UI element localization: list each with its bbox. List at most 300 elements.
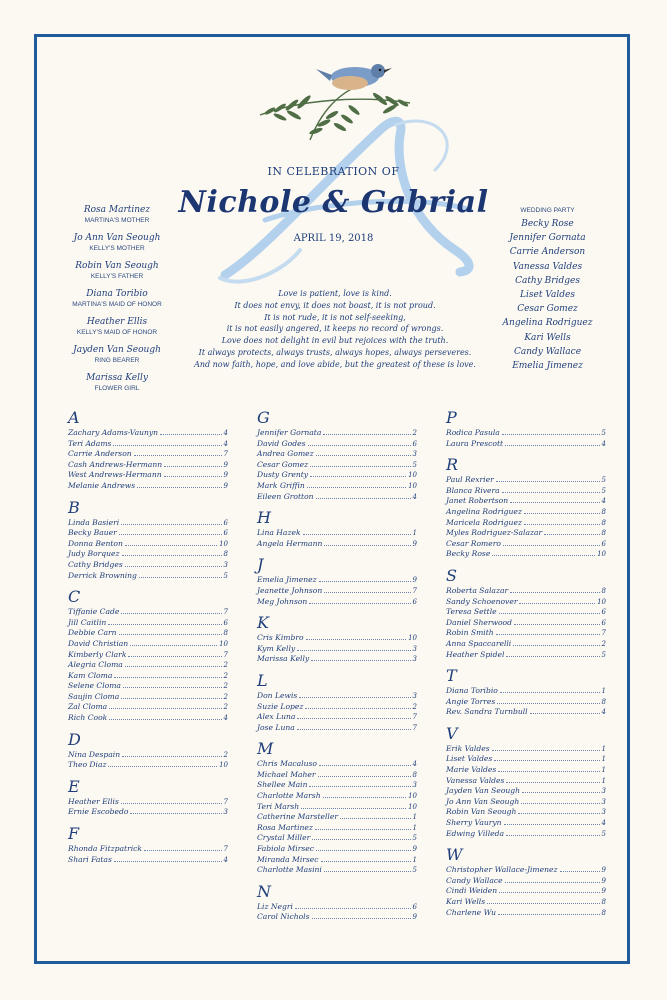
dot-leader [297,729,411,730]
table-number: 7 [412,713,417,722]
table-number: 2 [223,661,228,670]
letter-heading: W [446,845,463,865]
table-number: 7 [223,845,228,854]
guest-name: Melanie Andrews [68,480,136,490]
guest-name: Michael Maher [257,769,316,779]
table-number: 1 [601,766,606,775]
dot-leader [316,498,411,499]
guest-name: Kimberly Clark [68,649,127,659]
table-number: 3 [223,808,228,817]
guest-name: Laura Prescott [446,438,504,448]
dot-leader [310,476,406,477]
dot-leader [510,502,599,503]
verse-line: It always protects, always trusts, always hopes, always perseveres. [198,347,472,357]
family-member-name: Diana Toribio [86,289,148,299]
letter-group [68,824,228,865]
guest-name: Cindi Weiden [446,886,498,896]
dot-leader [114,861,222,862]
family-member-role: KELLY'S FATHER [90,273,144,280]
guest-row [446,518,606,529]
guest-row [446,786,606,797]
table-number: 7 [601,629,606,638]
guest-row [68,607,228,618]
guest-row [257,912,417,923]
wedding-party-member: Becky Rose [521,219,574,229]
dot-leader [506,656,599,657]
guest-name: Vanessa Valdes [446,775,505,785]
guest-row [446,628,606,639]
dot-leader [119,634,222,635]
table-number: 3 [601,808,606,817]
guest-row [68,660,228,671]
wedding-party-member: Cesar Gomez [517,304,578,315]
table-number: 10 [219,639,228,648]
guest-row [446,744,606,755]
dot-leader [316,455,411,456]
guest-name: Candy Wallace [446,875,503,885]
dot-leader [316,850,411,851]
guest-name: Maricela Rodriguez [446,517,522,527]
bird-on-fern-illustration [250,55,420,150]
dot-leader [160,434,221,435]
table-number: 5 [223,571,228,580]
dot-leader [492,555,595,556]
guest-row [446,475,606,486]
guest-row [257,702,417,713]
guest-row [257,770,417,781]
guest-row [68,692,228,703]
guest-name: Miranda Mirsec [257,854,319,864]
guest-row [446,607,606,618]
dot-leader [307,487,406,488]
guest-name: Derrick Browning [68,570,137,580]
guest-row [446,797,606,808]
guest-row [68,618,228,629]
dot-leader [324,592,410,593]
guest-row [446,776,606,787]
dot-leader [128,656,221,657]
table-number: 8 [223,550,228,559]
guest-row [257,844,417,855]
guest-name: Sherry Vauryn [446,818,502,828]
dot-leader [560,871,600,872]
table-number: 6 [223,529,228,538]
guest-row [257,802,417,813]
wedding-party-list [495,207,600,373]
wedding-party-member: Jennifer Gornata [509,233,586,244]
table-number: 10 [408,802,417,811]
table-number: 2 [601,639,606,648]
table-number: 3 [601,797,606,806]
guest-row [257,644,417,655]
guest-name: Marissa Kelly [257,654,310,664]
guest-row [446,597,606,608]
family-member [62,289,172,309]
table-number: 6 [601,618,606,627]
guest-name: Selene Cloma [68,681,121,691]
table-number: 4 [223,439,228,448]
guest-name: West Andrews-Hermann [68,470,162,480]
guest-row [257,812,417,823]
guest-row [257,586,417,597]
guest-row [257,780,417,791]
verse-line: Love is patient, love is kind. [278,289,392,298]
guest-name: Judy Borquez [68,549,120,559]
table-number: 2 [223,703,228,712]
dot-leader [497,703,599,704]
guest-row [68,797,228,808]
guest-row [257,759,417,770]
dot-leader [130,645,217,646]
guest-row [68,855,228,866]
guest-name: Angie Torres [446,696,496,706]
table-number: 10 [408,792,417,801]
table-number: 4 [601,819,606,828]
guest-row [446,807,606,818]
guest-row [257,470,417,481]
letter-heading: T [446,666,457,686]
table-number: 10 [219,539,228,548]
guest-name: Christopher Wallace-Jimenez [446,865,558,875]
table-number: 8 [412,770,417,779]
guest-row [68,549,228,560]
guest-row [68,671,228,682]
wedding-party-member: Angelina Rodriguez [502,318,593,329]
dot-leader [308,445,411,446]
guest-name: Sandy Schoenover [446,596,518,606]
dot-leader [522,792,599,793]
dot-leader [114,677,221,678]
table-number: 5 [601,650,606,659]
guest-name: Nina Despain [68,749,121,759]
guest-row [446,439,606,450]
guest-row [257,855,417,866]
guest-name: Ernie Escobedo [68,807,129,817]
guest-name: Kam Cloma [68,670,113,680]
guest-row [257,691,417,702]
guest-row [68,470,228,481]
guest-name: Debbie Carn [68,628,117,638]
dot-leader [305,708,410,709]
guest-name: Meg Johnson [257,596,308,606]
family-member-name: Jo Ann Van Seough [73,233,161,243]
verse-line: it is not easily angered, it keeps no record of wrongs. [226,324,444,334]
verse-line: It does not envy, it does not boast, it is not proud. [234,300,436,310]
family-member-role: FLOWER GIRL [94,385,140,392]
table-number: 4 [223,429,228,437]
guest-name: Heather Spidel [446,649,505,659]
guest-name: Carol Nichols [257,912,310,922]
dot-leader [309,786,410,787]
table-number: 4 [223,855,228,864]
dot-leader [494,760,599,761]
letter-group [257,613,417,665]
seating-column-3 [446,408,606,924]
table-number: 2 [223,692,228,701]
guest-name: Cathy Bridges [68,559,123,569]
guest-row [68,518,228,529]
table-number: 4 [223,714,228,723]
guest-row [68,628,228,639]
wedding-party-member: Cathy Bridges [515,275,580,286]
wedding-party-member: Kari Wells [524,332,571,343]
guest-row [257,633,417,644]
guest-row [257,723,417,734]
letter-heading: F [68,824,80,844]
guest-name: Zal Cloma [68,702,108,712]
letter-heading: C [68,587,81,607]
dot-leader [121,698,221,699]
guest-row [68,681,228,692]
family-member-name: Jayden Van Seough [73,345,161,355]
guest-name: Rich Cook [68,713,108,723]
guest-name: Cash Andrews-Hermann [68,459,163,469]
guest-name: Alex Luna [257,712,296,722]
table-number: 9 [412,539,417,548]
dot-leader [321,861,411,862]
table-number: 6 [412,597,417,606]
table-number: 10 [408,634,417,643]
dot-leader [130,813,221,814]
guest-row [257,823,417,834]
guest-row [68,460,228,471]
dot-leader [499,613,600,614]
table-number: 9 [412,576,417,585]
dot-leader [324,871,411,872]
dot-leader [323,797,406,798]
guest-row [446,639,606,650]
guest-row [446,486,606,497]
table-number: 3 [412,781,417,790]
guest-name: Dusty Grenty [257,470,309,480]
family-member [62,261,172,281]
verse-line: And now faith, hope, and love abide, but the greatest of these is love. [194,359,476,369]
dot-leader [309,603,410,604]
dot-leader [505,882,600,883]
letter-heading: V [446,723,458,743]
guest-row [68,760,228,771]
table-number: 10 [597,597,606,606]
dot-leader [164,466,221,467]
table-number: 3 [223,560,228,569]
table-number: 7 [223,650,228,659]
family-member [62,205,172,225]
letter-heading: K [257,613,269,633]
table-number: 9 [601,866,606,875]
wedding-party-member: Vanessa Valdes [512,261,583,272]
guest-row [446,765,606,776]
family-member-role: RING BEARER [94,357,140,364]
guest-row [446,618,606,629]
dot-leader [119,534,222,535]
guest-name: Jose Luna [257,722,295,732]
table-number: 9 [223,481,228,490]
table-number: 6 [223,618,228,627]
letter-heading: E [68,776,80,796]
dot-leader [109,708,221,709]
table-number: 4 [412,492,417,501]
table-number: 5 [412,460,417,469]
guest-name: Fabiola Mirsec [257,844,314,854]
guest-name: Teresa Settle [446,607,497,617]
dot-leader [513,645,599,646]
table-number: 5 [601,429,606,437]
guest-row [68,650,228,661]
dot-leader [108,766,217,767]
table-number: 7 [223,797,228,806]
guest-name: Paul Rexrier [446,475,494,485]
family-member-role: KELLY'S MAID OF HONOR [76,329,158,336]
guest-row [446,897,606,908]
table-number: 3 [412,644,417,653]
guest-name: Marie Valdes [446,765,497,775]
dot-leader [530,713,600,714]
guest-row [446,818,606,829]
guest-row [68,844,228,855]
dot-leader [500,692,600,693]
guest-row [68,702,228,713]
guest-name: Chris Macaluso [257,759,317,769]
dot-leader [502,434,600,435]
guest-row [446,586,606,597]
dot-leader [109,719,221,720]
dot-leader [506,782,599,783]
guest-name: Mark Griffin [257,480,305,490]
guest-row [446,876,606,887]
dot-leader [295,908,411,909]
guest-name: Theo Diaz [68,760,107,770]
dot-leader [506,835,600,836]
family-member [62,317,172,337]
letter-heading: D [68,729,81,749]
dot-leader [301,808,406,809]
dot-leader [518,813,599,814]
table-number: 4 [601,497,606,506]
letter-group [257,508,417,549]
guest-name: Linda Basieri [68,517,120,527]
letter-group [446,724,606,839]
table-number: 8 [601,697,606,706]
guest-row [446,650,606,661]
dot-leader [315,829,411,830]
guest-name: Shari Fatas [68,854,112,864]
guest-name: David Godes [257,438,306,448]
guest-name: Andrea Gomez [257,449,314,459]
guest-name: Catherine Marsteller [257,812,338,822]
table-number: 5 [412,866,417,875]
guest-row [257,654,417,665]
family-member-role: MARTINA'S MOTHER [84,217,150,224]
guest-row [446,697,606,708]
guest-row [257,428,417,439]
guest-name: Angela Hermann [257,538,323,548]
event-date: APRIL 19, 2018 [293,233,374,244]
table-number: 4 [412,760,417,769]
table-number: 10 [408,471,417,480]
dot-leader [504,824,600,825]
letter-heading: L [257,670,268,690]
guest-name: Carrie Anderson [68,449,132,459]
table-number: 8 [601,529,606,538]
guest-name: Angelina Rodriguez [446,506,522,516]
table-number: 1 [601,687,606,696]
guest-name: Emelia Jimenez [257,575,317,585]
dot-leader [318,776,411,777]
letter-group [446,455,606,560]
guest-name: Saujin Cloma [68,691,120,701]
dot-leader [108,624,221,625]
letter-heading: H [257,508,271,528]
guest-row [257,481,417,492]
table-number: 8 [223,629,228,638]
guest-row [68,750,228,761]
dot-leader [496,481,600,482]
letter-heading: B [68,497,80,517]
guest-row [257,460,417,471]
dot-leader [514,624,600,625]
dot-leader [139,577,222,578]
family-member [62,233,172,253]
letter-group [68,730,228,771]
dot-leader [544,534,599,535]
guest-name: Diana Toribio [446,686,498,696]
guest-row [446,886,606,897]
letter-heading: P [446,408,457,427]
letter-group [68,498,228,582]
table-number: 4 [601,708,606,717]
table-number: 7 [223,608,228,617]
dot-leader [122,555,222,556]
dot-leader [319,581,411,582]
guest-name: Erik Valdes [446,743,490,753]
guest-name: Rhonda Fitzpatrick [68,844,142,854]
wedding-party-member: Carrie Anderson [509,247,586,258]
table-number: 8 [601,507,606,516]
dot-leader [164,476,222,477]
guest-row [68,571,228,582]
guest-name: Teri Adams [68,438,112,448]
table-number: 9 [412,913,417,922]
guest-name: Charlotte Marsh [257,791,321,801]
letter-heading: A [68,408,80,427]
guest-row [446,686,606,697]
guest-name: Rosa Martinez [257,822,313,832]
table-number: 2 [223,671,228,680]
guest-name: Teri Marsh [257,801,300,811]
verse-line: Love does not delight in evil but rejoices with the truth. [221,336,449,346]
guest-name: Liz Negri [257,901,293,911]
guest-row [257,597,417,608]
guest-name: Suzie Lopez [257,701,304,711]
guest-row [446,539,606,550]
guest-row [257,791,417,802]
letter-group [257,671,417,733]
dot-leader [299,697,410,698]
table-number: 1 [601,744,606,753]
table-number: 9 [223,471,228,480]
guest-row [257,902,417,913]
dot-leader [134,455,222,456]
guest-name: Kari Wells [446,897,486,906]
dot-leader [125,566,222,567]
table-number: 8 [601,898,606,906]
letter-group [257,739,417,876]
family-member-role: KELLY'S MOTHER [89,245,145,252]
letter-heading: S [446,565,457,585]
dot-leader [137,487,221,488]
guest-row [257,575,417,586]
letter-heading: N [257,881,271,901]
